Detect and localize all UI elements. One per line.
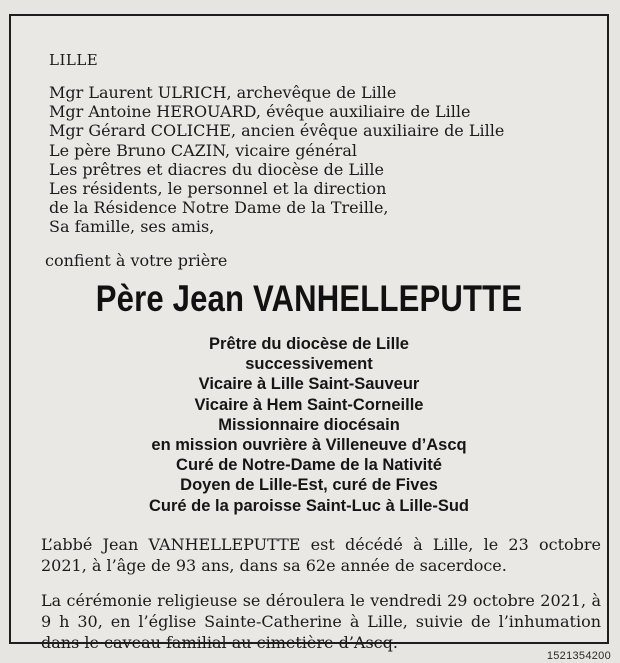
senders-list — [49, 83, 589, 237]
sender-line: Mgr Gérard COLICHE, ancien évêque auxiliaire de Lille — [49, 121, 505, 141]
role-line: Vicaire à Lille Saint-Sauveur — [198, 375, 420, 394]
role-line: Curé de la paroisse Saint-Luc à Lille-Sud — [149, 496, 469, 515]
intro-text: confient à votre prière — [45, 251, 228, 270]
death-notice: L’abbé Jean VANHELLEPUTTE est décédé à Lille, le 23 octobre 2021, à l’âge de 93 ans, dans sa 62e année de sacerdoce. — [41, 535, 601, 575]
role-line: successivement — [245, 355, 373, 374]
role-line: en mission ouvrière à Villeneuve d’Ascq — [151, 436, 467, 455]
ceremony-notice: La cérémonie religieuse se déroulera le vendredi 29 octobre 2021, à 9 h 30, en l’église Sainte-Catherine à Lille, suivie de l’inhumation dans le caveau familial au cimetière d’Ascq. — [41, 591, 601, 652]
roles-list — [11, 334, 607, 516]
role-line: Missionnaire diocésain — [218, 415, 400, 434]
sender-line: Le père Bruno CAZIN, vicaire général — [49, 140, 357, 160]
sender-line: Les résidents, le personnel et la direction — [49, 179, 387, 199]
sender-line: Sa famille, ses amis, — [49, 217, 215, 237]
reference-code: 1521354200 — [546, 650, 611, 662]
role-line: Doyen de Lille-Est, curé de Fives — [180, 476, 438, 495]
sender-line: Mgr Laurent ULRICH, archevêque de Lille — [49, 83, 397, 102]
obituary-notice — [9, 14, 609, 652]
sender-line: Mgr Antoine HEROUARD, évêque auxiliaire de Lille — [49, 102, 471, 122]
city-heading: LILLE — [49, 51, 99, 69]
sender-line: Les prêtres et diacres du diocèse de Lille — [49, 159, 384, 179]
deceased-name: Père Jean VANHELLEPUTTE — [95, 278, 523, 319]
role-line: Curé de Notre-Dame de la Nativité — [176, 456, 442, 475]
sender-line: de la Résidence Notre Dame de la Treille, — [49, 198, 389, 218]
role-line: Vicaire à Hem Saint-Corneille — [194, 395, 424, 414]
role-line: Prêtre du diocèse de Lille — [209, 335, 409, 353]
